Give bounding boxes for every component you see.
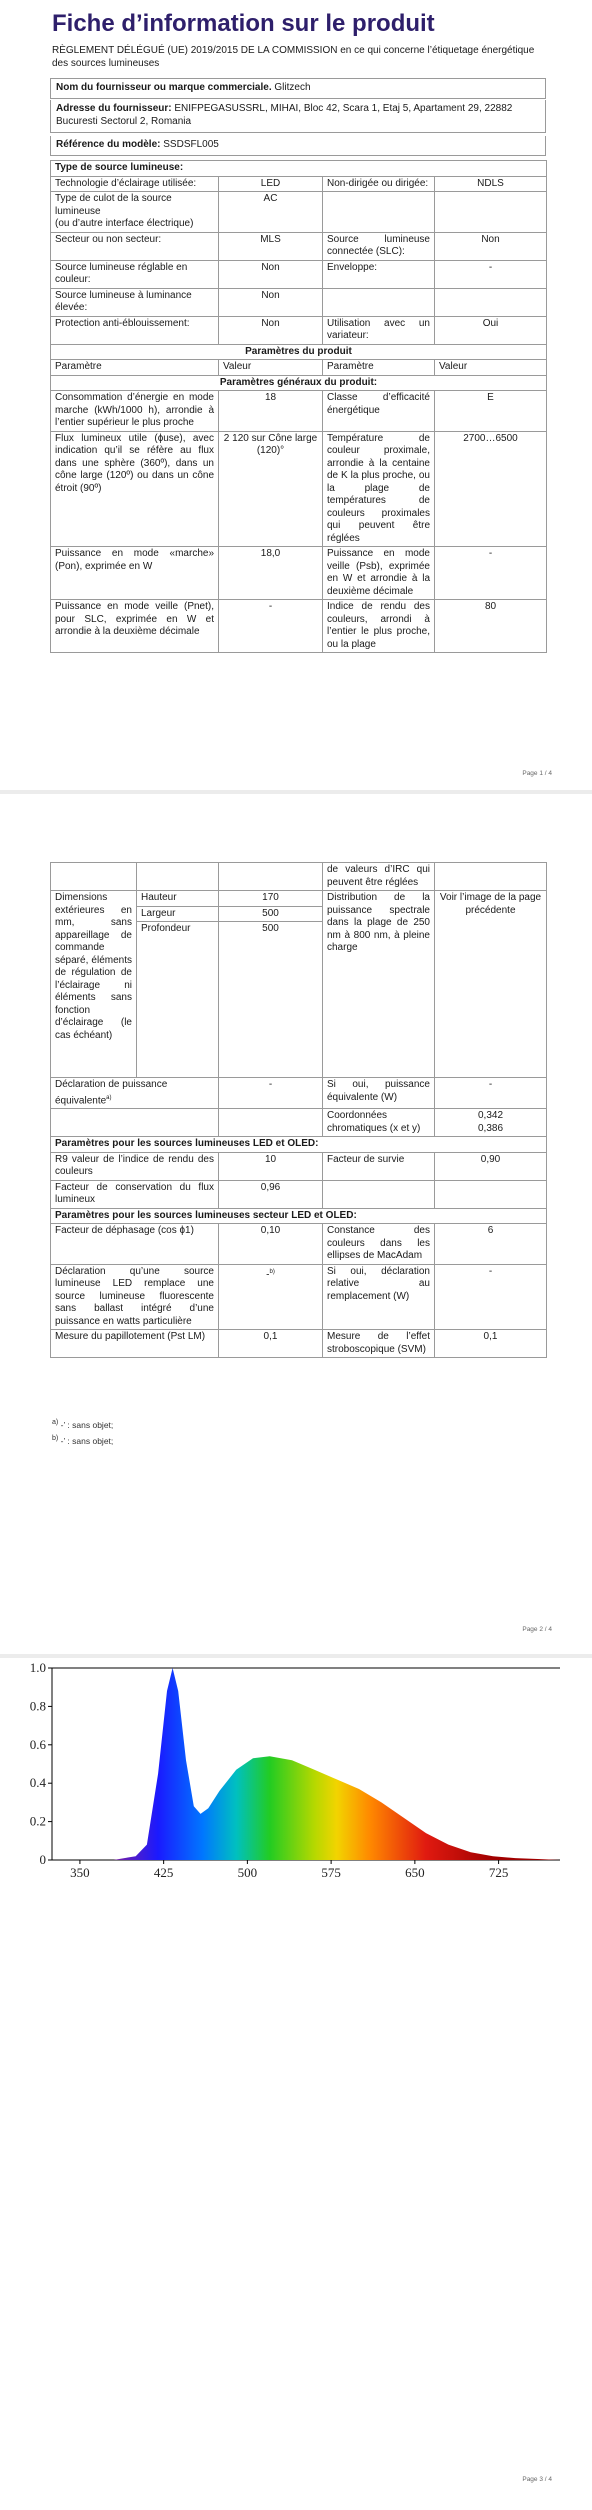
footnote-a-text: -’ : sans objet; <box>60 1419 114 1430</box>
networked-standby-label: Puissance en mode veille (Pnet), pour SLC, exprimée en W et arrondie à la deuxième décimale <box>51 600 219 653</box>
footnote-b-ref: b) <box>269 1268 275 1275</box>
macadam-label: Constance des couleurs dans les ellipses de MacAdam <box>323 1224 435 1265</box>
spectral-distribution-chart <box>30 1658 570 1888</box>
flicker-label: Mesure du papillotement (Pst LM) <box>51 1330 219 1358</box>
supplier-value: Glitzech <box>274 82 311 93</box>
document-title: Fiche d’information sur le produit <box>52 10 435 37</box>
empty-cell <box>323 192 435 233</box>
displacement-factor-label: Facteur de déphasage (cos ɸ1) <box>51 1224 219 1265</box>
page-number-1: Page 1 / 4 <box>522 770 552 777</box>
x-tick-label: 500 <box>237 1865 258 1880</box>
stroboscopic-label: Mesure de l’effet stroboscopique (SVM) <box>323 1330 435 1358</box>
empty-cell <box>435 288 547 316</box>
height-value: 170 <box>219 891 323 907</box>
general-params-title: Paramètres généraux du produit: <box>51 375 547 391</box>
header-param-2: Paramètre <box>323 360 435 376</box>
header-value: Valeur <box>219 360 323 376</box>
x-tick-label: 575 <box>321 1865 341 1880</box>
envelope-label: Enveloppe: <box>323 260 435 288</box>
cri-value: 80 <box>435 600 547 653</box>
flux-label: Flux lumineux utile (ɸuse), avec indication qu’il se réfère au flux dans une sphère (360º), dans un cône large (120º) ou dans un cône étroit (90º) <box>51 431 219 547</box>
chart-marks <box>80 1668 560 1860</box>
mains-label: Secteur ou non secteur: <box>51 232 219 260</box>
x-tick-label: 350 <box>70 1865 90 1880</box>
survival-factor-label: Facteur de survie <box>323 1152 435 1180</box>
displacement-factor-value: 0,10 <box>219 1224 323 1265</box>
footnote-b-text: -’ : sans objet; <box>60 1435 114 1446</box>
y-tick-label: 0.2 <box>30 1813 46 1829</box>
model-label: Référence du modèle: <box>56 139 161 150</box>
spd-value: Voir l’image de la page précédente <box>435 891 547 1078</box>
replacement-watt-value: - <box>435 1264 547 1330</box>
spectrum-area <box>80 1668 560 1860</box>
model-value: SSDSFL005 <box>163 139 219 150</box>
empty-cell <box>51 863 137 891</box>
colour-tunable-label: Source lumineuse réglable en couleur: <box>51 260 219 288</box>
footnote-b-mark: b) <box>52 1434 59 1442</box>
address-label: Adresse du fournisseur: <box>56 103 172 114</box>
envelope-value: - <box>435 260 547 288</box>
chromaticity-y: 0,386 <box>477 1122 504 1134</box>
networked-standby-value: - <box>219 600 323 653</box>
address-value: ENIFPEGASUSSRL, MIHAI, Bloc 42, Scara 1, Etaj 5, Apartament 29, 22882 Bucuresti Sectorul 2, Romania <box>56 103 513 127</box>
chromaticity-label: Coordonnées chromatiques (x et y) <box>323 1109 435 1137</box>
cap-label-2: (ou d’autre interface électrique) <box>55 218 194 229</box>
spd-label: Distribution de la puissance spectrale dans la plage de 250 nm à 800 nm, à pleine charge <box>323 891 435 1078</box>
equivalent-power-label-cell <box>51 1078 219 1109</box>
depth-label: Profondeur <box>137 922 219 1078</box>
equivalent-power-label: Déclaration de puissance équivalente <box>55 1079 168 1106</box>
mains-value: MLS <box>219 232 323 260</box>
high-luminance-label: Source lumineuse à luminance élevée: <box>51 288 219 316</box>
flicker-value: 0,1 <box>219 1330 323 1358</box>
tech-label: Technologie d’éclairage utilisée: <box>51 176 219 192</box>
supplier-box <box>50 78 546 99</box>
cri-continued: de valeurs d’IRC qui peuvent être réglées <box>323 863 435 891</box>
dimmable-label: Utilisation avec un variateur: <box>323 316 435 344</box>
empty-cell <box>51 1109 219 1137</box>
model-box <box>50 136 546 156</box>
r9-label: R9 valeur de l’indice de rendu des couleurs <box>51 1152 219 1180</box>
anti-glare-value: Non <box>219 316 323 344</box>
x-tick-label: 725 <box>488 1865 509 1880</box>
colour-tunable-value: Non <box>219 260 323 288</box>
height-label: Hauteur <box>137 891 219 907</box>
width-value: 500 <box>219 906 323 922</box>
footnote-a-mark: a) <box>52 1418 59 1426</box>
page-number-2: Page 2 / 4 <box>522 1626 552 1633</box>
x-tick-label: 425 <box>153 1865 174 1880</box>
lumen-maintenance-label: Facteur de conservation du flux lumineux <box>51 1180 219 1208</box>
energy-class-value: E <box>435 391 547 432</box>
energy-consumption-label: Consommation d’énergie en mode marche (kWh/1000 h), arrondie à l’entier supérieur le plus proche <box>51 391 219 432</box>
address-box <box>50 100 546 133</box>
dimensions-label: Dimensions extérieures en mm, sans appareillage de commande séparé, éléments de régulation de l’éclairage ni éléments sans fonction d’éclairage (le cas échéant) <box>51 891 137 1078</box>
y-tick-label: 0 <box>39 1852 46 1867</box>
flux-value: 2 120 sur Cône large (120)° <box>219 431 323 547</box>
chromaticity-value-cell <box>435 1109 547 1137</box>
empty-cell <box>323 288 435 316</box>
page-number-3: Page 3 / 4 <box>522 2476 552 2483</box>
source-type-heading: Type de source lumineuse: <box>51 161 547 177</box>
led-replacement-value: - <box>266 1269 270 1281</box>
empty-cell <box>137 863 219 891</box>
empty-cell <box>435 192 547 233</box>
depth-value: 500 <box>219 922 323 1078</box>
spec-table-page2 <box>50 862 547 1358</box>
params-title: Paramètres du produit <box>51 344 547 360</box>
energy-class-label: Classe d’efficacité énergétique <box>323 391 435 432</box>
empty-cell <box>323 1180 435 1208</box>
regulation-text: RÈGLEMENT DÉLÉGUÉ (UE) 2019/2015 DE LA COMMISSION en ce qui concerne l’étiquetage énergétique des sources lumineuses <box>52 45 535 69</box>
x-tick-label: 650 <box>405 1865 425 1880</box>
header-value-2: Valeur <box>435 360 547 376</box>
spectrum-svg <box>30 1658 570 1888</box>
equivalent-power-value: - <box>219 1078 323 1109</box>
dimmable-value: Oui <box>435 316 547 344</box>
replacement-watt-label: Si oui, déclaration relative au remplacement (W) <box>323 1264 435 1330</box>
empty-cell <box>219 1109 323 1137</box>
led-replacement-value-cell <box>219 1264 323 1330</box>
stroboscopic-value: 0,1 <box>435 1330 547 1358</box>
standby-power-label: Puissance en mode veille (Psb), exprimée en W et arrondie à la deuxième décimale <box>323 547 435 600</box>
survival-factor-value: 0,90 <box>435 1152 547 1180</box>
empty-cell <box>435 1180 547 1208</box>
mains-params-title: Paramètres pour les sources lumineuses secteur LED et OLED: <box>51 1208 547 1224</box>
footnote-b <box>52 1434 113 1446</box>
page-1 <box>0 0 592 790</box>
equivalent-watt-value: - <box>435 1078 547 1109</box>
y-tick-label: 0.4 <box>30 1775 46 1791</box>
y-tick-label: 0.6 <box>30 1736 46 1752</box>
connected-value: Non <box>435 232 547 260</box>
cct-label: Température de couleur proximale, arrondie à la centaine de K la plus proche, ou la plage de températures de couleurs proximales qui peuvent être réglées <box>323 431 435 547</box>
equivalent-watt-label: Si oui, puissance équivalente (W) <box>323 1078 435 1109</box>
tech-value: LED <box>219 176 323 192</box>
energy-consumption-value: 18 <box>219 391 323 432</box>
connected-label: Source lumineuse connectée (SLC): <box>323 232 435 260</box>
y-tick-label: 0.8 <box>30 1698 46 1714</box>
cct-value: 2700…6500 <box>435 431 547 547</box>
r9-value: 10 <box>219 1152 323 1180</box>
led-replacement-label: Déclaration qu’une source lumineuse LED remplace une source lumineuse fluorescente sans ballast intégré d’une puissance en watts particulière <box>51 1264 219 1330</box>
on-mode-power-label: Puissance en mode «marche» (Pon), exprimée en W <box>51 547 219 600</box>
spec-table-page1 <box>50 160 547 653</box>
empty-cell <box>435 863 547 891</box>
header-param: Paramètre <box>51 360 219 376</box>
footnote-a <box>52 1418 113 1430</box>
on-mode-power-value: 18,0 <box>219 547 323 600</box>
high-luminance-value: Non <box>219 288 323 316</box>
cri-label: Indice de rendu des couleurs, arrondi à l’entier le plus proche, ou la plage <box>323 600 435 653</box>
empty-cell <box>219 863 323 891</box>
cap-label: Type de culot de la source lumineuse <box>55 193 172 217</box>
macadam-value: 6 <box>435 1224 547 1265</box>
standby-power-value: - <box>435 547 547 600</box>
cap-value: AC <box>219 192 323 233</box>
page-2 <box>0 794 592 1654</box>
anti-glare-label: Protection anti-éblouissement: <box>51 316 219 344</box>
supplier-label: Nom du fournisseur ou marque commerciale. <box>56 82 272 93</box>
footnote-a-ref: a) <box>106 1094 112 1101</box>
directional-label: Non-dirigée ou dirigée: <box>323 176 435 192</box>
width-label: Largeur <box>137 906 219 922</box>
lumen-maintenance-value: 0,96 <box>219 1180 323 1208</box>
cap-label-cell <box>51 192 219 233</box>
y-tick-label: 1.0 <box>30 1660 46 1675</box>
led-params-title: Paramètres pour les sources lumineuses LED et OLED: <box>51 1137 547 1153</box>
directional-value: NDLS <box>435 176 547 192</box>
chromaticity-x: 0,342 <box>477 1110 504 1122</box>
